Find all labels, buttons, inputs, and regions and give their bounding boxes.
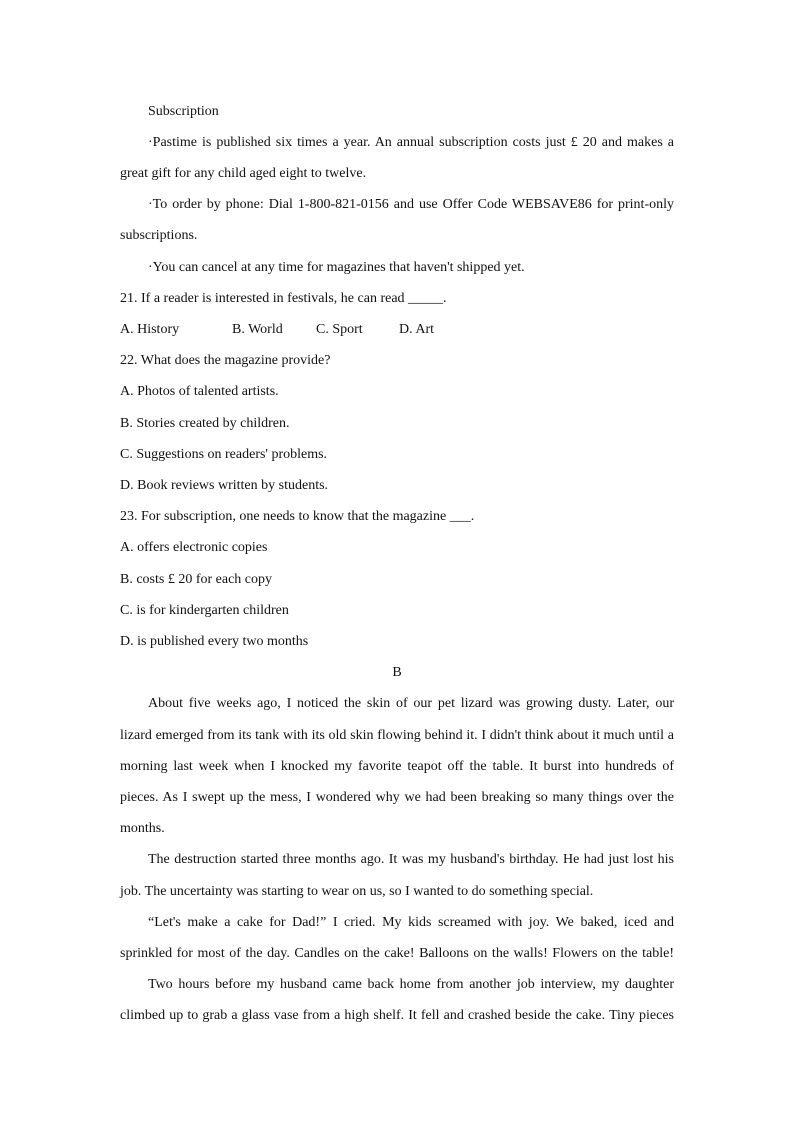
passage-line: morning last week when I knocked my favorite teapot off the table. It burst into hundreds of [120, 759, 674, 774]
question-23-option-b: B. costs £ 20 for each copy [120, 572, 273, 587]
subscription-p2-line1: ·To order by phone: Dial 1-800-821-0156 and use Offer Code WEBSAVE86 for print-only [148, 197, 674, 212]
passage-line: “Let's make a cake for Dad!” I cried. My kids screamed with joy. We baked, iced and [148, 915, 674, 930]
question-22-option-b: B. Stories created by children. [120, 416, 290, 431]
passage-line: sprinkled for most of the day. Candles on the cake! Balloons on the walls! Flowers on the table! [120, 946, 674, 961]
subscription-p3: ·You can cancel at any time for magazines that haven't shipped yet. [148, 260, 525, 275]
question-23-option-c: C. is for kindergarten children [120, 603, 289, 618]
question-23-option-a: A. offers electronic copies [120, 540, 268, 555]
section-b-label: B [392, 665, 402, 680]
passage-line: lizard emerged from its tank with its old skin flowing behind it. I didn't think about it much until a [120, 728, 674, 743]
subscription-p1-line1: ·Pastime is published six times a year. An annual subscription costs just £ 20 and makes a [148, 135, 674, 150]
passage-line: pieces. As I swept up the mess, I wondered why we had been breaking so many things over the [120, 790, 674, 805]
question-23-option-d: D. is published every two months [120, 634, 309, 649]
passage-line: The destruction started three months ago. It was my husband's birthday. He had just lost his [148, 852, 674, 867]
passage-line: climbed up to grab a glass vase from a high shelf. It fell and crashed beside the cake. Tiny pieces [120, 1008, 674, 1023]
question-22-stem: 22. What does the magazine provide? [120, 353, 331, 368]
passage-line: About five weeks ago, I noticed the skin of our pet lizard was growing dusty. Later, our [148, 696, 674, 711]
question-22-option-d: D. Book reviews written by students. [120, 478, 329, 493]
passage-line: Two hours before my husband came back home from another job interview, my daughter [148, 977, 674, 992]
subscription-heading: Subscription [148, 104, 219, 119]
question-21-option-a: A. History [120, 322, 180, 337]
subscription-p2-line2: subscriptions. [120, 228, 198, 243]
passage-line: job. The uncertainty was starting to wear on us, so I wanted to do something special. [120, 884, 594, 899]
question-23-stem: 23. For subscription, one needs to know that the magazine ___. [120, 509, 475, 524]
passage-line: months. [120, 821, 165, 836]
question-21-option-b: B. World [232, 322, 283, 337]
question-21-stem: 21. If a reader is interested in festivals, he can read _____. [120, 291, 447, 306]
question-21-option-c: C. Sport [316, 322, 363, 337]
question-22-option-c: C. Suggestions on readers' problems. [120, 447, 328, 462]
question-22-option-a: A. Photos of talented artists. [120, 384, 279, 399]
question-21-option-d: D. Art [399, 322, 434, 337]
subscription-p1-line2: great gift for any child aged eight to twelve. [120, 166, 367, 181]
